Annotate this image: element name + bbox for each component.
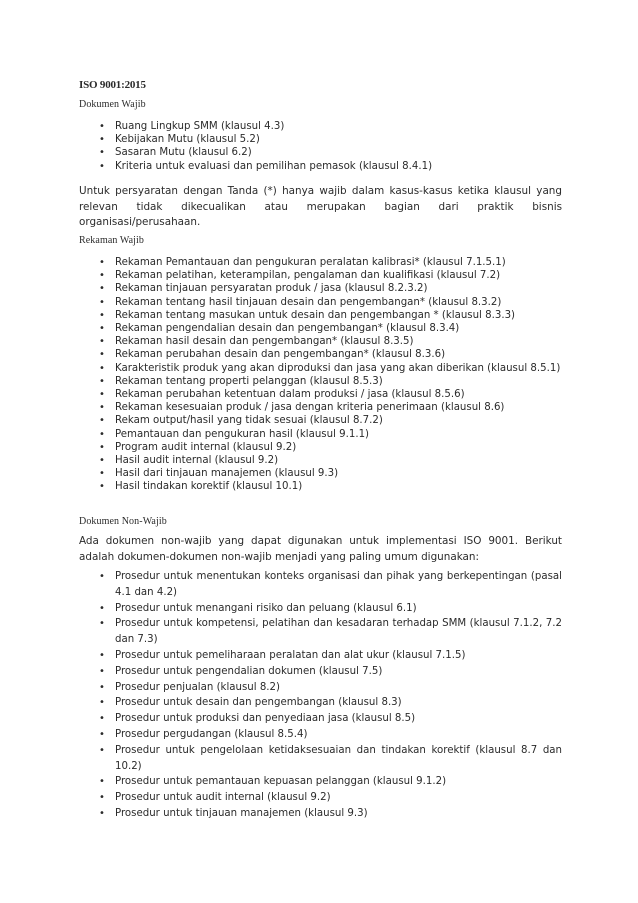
document-title: ISO 9001:2015 <box>79 79 146 91</box>
list-item: • Hasil tindakan korektif (klausul 10.1) <box>79 480 562 493</box>
list-item: • Rekaman pelatihan, keterampilan, pengalaman dan kualifikasi (klausul 7.2) <box>79 269 562 282</box>
list-item: • Rekaman tinjauan persyaratan produk / jasa (klausul 8.2.3.2) <box>79 282 562 295</box>
list-item: • Prosedur untuk desain dan pengembangan (klausul 8.3) <box>79 695 562 711</box>
list-item: • Kebijakan Mutu (klausul 5.2) <box>79 133 562 146</box>
list-item: • Pemantauan dan pengukuran hasil (klausul 9.1.1) <box>79 428 562 441</box>
dokumen-non-wajib-list <box>79 569 562 822</box>
list-item: • Prosedur untuk pemantauan kepuasan pelanggan (klausul 9.1.2) <box>79 774 562 790</box>
list-item: • Rekaman tentang properti pelanggan (klausul 8.5.3) <box>79 375 562 388</box>
list-item: • Rekaman Pemantauan dan pengukuran peralatan kalibrasi* (klausul 7.1.5.1) <box>79 256 562 269</box>
list-item: • Rekaman kesesuaian produk / jasa dengan kriteria penerimaan (klausul 8.6) <box>79 401 562 414</box>
list-item: • Prosedur untuk menentukan konteks organisasi dan pihak yang berkepentingan (pasal 4.1 dan 4.2) <box>79 569 562 601</box>
list-item: • Prosedur untuk pengelolaan ketidaksesuaian dan tindakan korektif (klausul 8.7 dan 10.2) <box>79 743 562 775</box>
list-item: • Prosedur untuk audit internal (klausul 9.2) <box>79 790 562 806</box>
list-item: • Kriteria untuk evaluasi dan pemilihan pemasok (klausul 8.4.1) <box>79 160 562 173</box>
list-item: • Prosedur untuk pengendalian dokumen (klausul 7.5) <box>79 664 562 680</box>
section-heading-dokumen-wajib: Dokumen Wajib <box>79 99 146 110</box>
list-item: • Program audit internal (klausul 9.2) <box>79 441 562 454</box>
list-item: • Prosedur untuk menangani risiko dan peluang (klausul 6.1) <box>79 601 562 617</box>
list-item: • Prosedur penjualan (klausul 8.2) <box>79 680 562 696</box>
list-item: • Prosedur untuk tinjauan manajemen (klausul 9.3) <box>79 806 562 822</box>
list-item: • Rekaman hasil desain dan pengembangan* (klausul 8.3.5) <box>79 335 562 348</box>
list-item: • Prosedur untuk pemeliharaan peralatan dan alat ukur (klausul 7.1.5) <box>79 648 562 664</box>
list-item: • Rekaman pengendalian desain dan pengembangan* (klausul 8.3.4) <box>79 322 562 335</box>
list-item: • Karakteristik produk yang akan diproduksi dan jasa yang akan diberikan (klausul 8.5.1) <box>79 362 562 375</box>
section-heading-rekaman-wajib: Rekaman Wajib <box>79 235 145 246</box>
list-item: • Rekaman perubahan desain dan pengembangan* (klausul 8.3.6) <box>79 348 562 361</box>
list-item: • Prosedur untuk produksi dan penyediaan jasa (klausul 8.5) <box>79 711 562 727</box>
rekaman-wajib-list <box>79 256 562 494</box>
list-item: • Hasil audit internal (klausul 9.2) <box>79 454 562 467</box>
list-item: • Rekam output/hasil yang tidak sesuai (klausul 8.7.2) <box>79 414 562 427</box>
non-wajib-intro: Ada dokumen non-wajib yang dapat digunakan untuk implementasi ISO 9001. Berikut adalah dokumen-dokumen non-wajib menjadi yang paling umum digunakan: <box>79 535 562 563</box>
list-item: • Hasil dari tinjauan manajemen (klausul 9.3) <box>79 467 562 480</box>
list-item: • Ruang Lingkup SMM (klausul 4.3) <box>79 120 562 133</box>
section-heading-dokumen-non-wajib: Dokumen Non-Wajib <box>79 516 167 527</box>
list-item: • Rekaman tentang hasil tinjauan desain dan pengembangan* (klausul 8.3.2) <box>79 296 562 309</box>
list-item: • Rekaman perubahan ketentuan dalam produksi / jasa (klausul 8.5.6) <box>79 388 562 401</box>
dokumen-wajib-list <box>79 120 562 173</box>
list-item: • Sasaran Mutu (klausul 6.2) <box>79 146 562 159</box>
note-paragraph: Untuk persyaratan dengan Tanda (*) hanya wajib dalam kasus-kasus ketika klausul yang relevan tidak dikecualikan atau merupakan bagian dari praktik bisnis organisasi/perusahaan. <box>79 185 562 228</box>
list-item: • Prosedur pergudangan (klausul 8.5.4) <box>79 727 562 743</box>
list-item: • Prosedur untuk kompetensi, pelatihan dan kesadaran terhadap SMM (klausul 7.1.2, 7.2 dan 7.3) <box>79 616 562 648</box>
list-item: • Rekaman tentang masukan untuk desain dan pengembangan * (klausul 8.3.3) <box>79 309 562 322</box>
